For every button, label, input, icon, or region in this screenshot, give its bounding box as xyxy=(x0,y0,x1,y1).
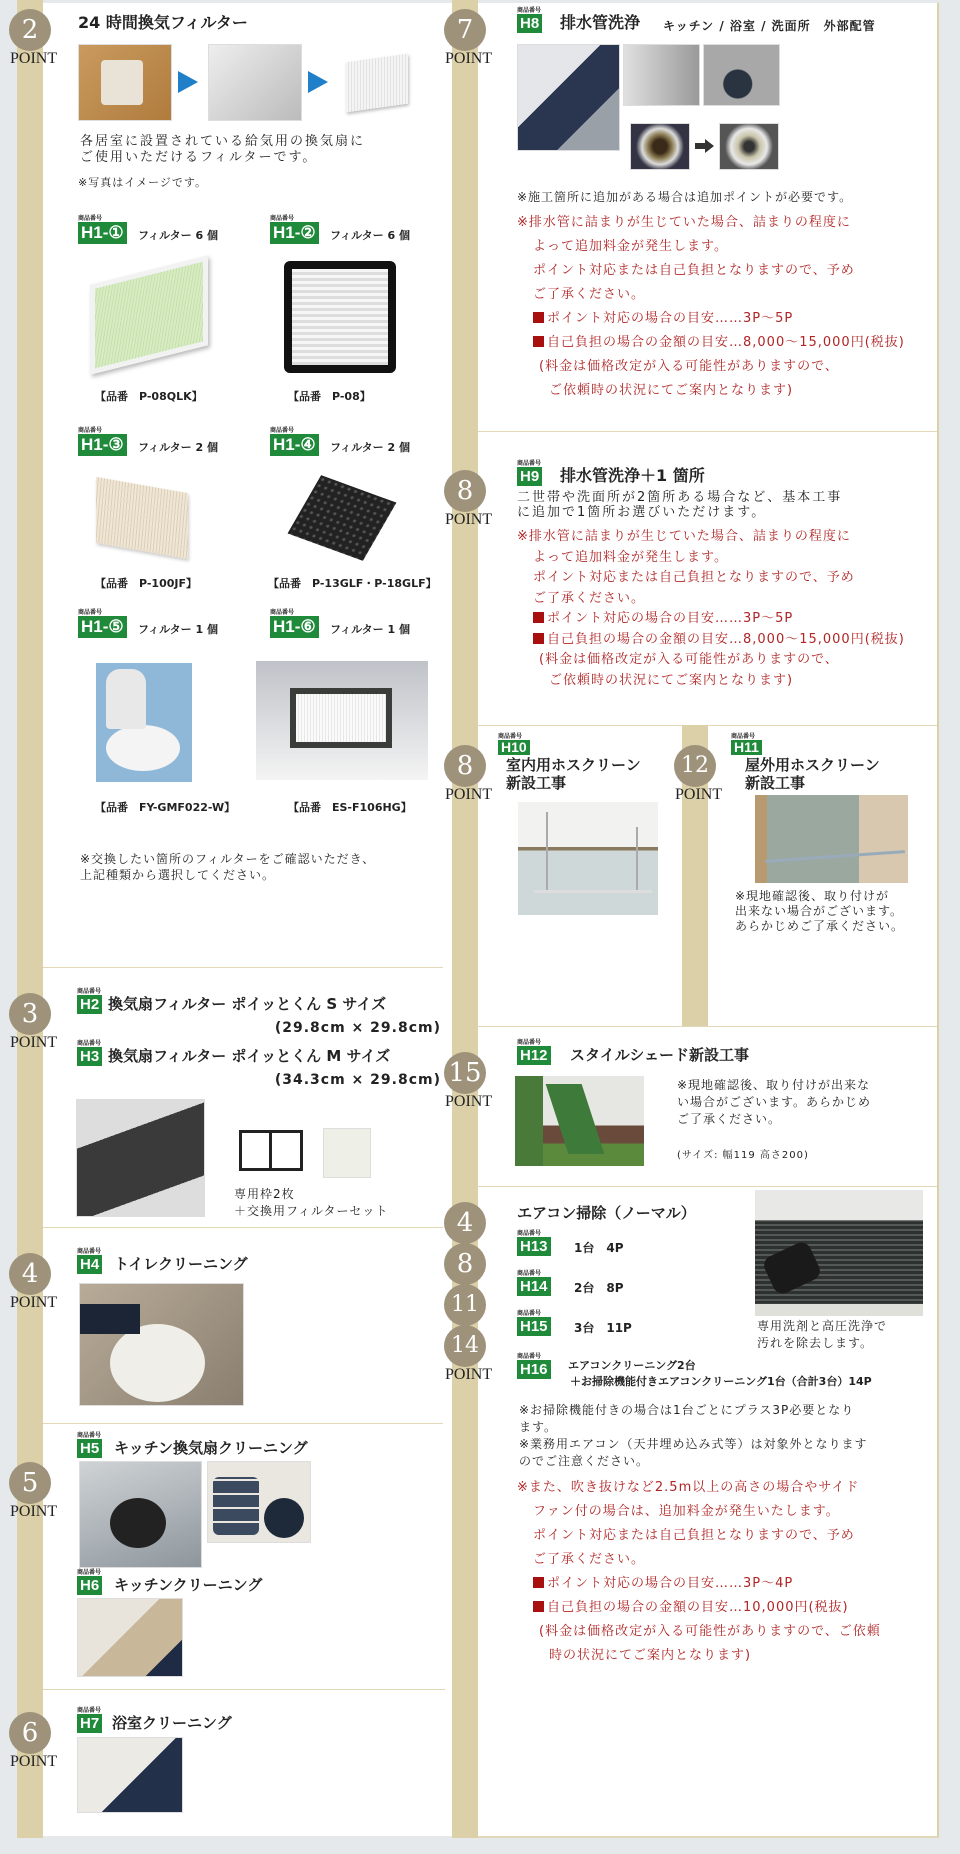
desc-line: 二世帯や洗面所が2箇所ある場合など、基本工事 xyxy=(517,490,843,505)
aircon-title: エアコン掃除（ノーマル） xyxy=(517,1204,696,1222)
point-circle: 2 xyxy=(9,9,51,51)
item-size: (34.3cm × 29.8cm) xyxy=(274,1072,441,1088)
square-bullet-icon xyxy=(533,1601,544,1612)
warning-line: ※排水管に詰まりが生じていた場合、詰まりの程度に xyxy=(517,529,851,544)
filter-frame-photo xyxy=(239,1130,303,1171)
product-no-label: 商品番号 xyxy=(517,1353,542,1360)
warning-text: 自己負担の場合の金額の目安…10,000円(税抜) xyxy=(547,1600,849,1615)
product-no-label: 商品番号 xyxy=(77,988,102,995)
caption-line: 汚れを除去します。 xyxy=(757,1336,874,1350)
drain-warning xyxy=(517,211,905,403)
note-line: 上記種類から選択してください。 xyxy=(80,868,276,882)
product-no-label: 商品番号 xyxy=(77,1248,102,1255)
warning-line: よって追加料金が発生します。 xyxy=(533,239,728,254)
warning-line xyxy=(517,1572,881,1596)
point-label: POINT xyxy=(445,1366,493,1383)
product-no-label: 商品番号 xyxy=(77,1707,102,1714)
aircon-price: 1台 4P xyxy=(574,1241,624,1255)
section-title: 24 時間換気フィルター xyxy=(78,13,248,32)
filter-photo xyxy=(346,54,408,113)
point-circle: 14 xyxy=(444,1325,486,1367)
combo-line: ＋お掃除機能付きエアコンクリーニング1台（合計3台）14P xyxy=(570,1375,872,1388)
product-badge: H10 xyxy=(498,740,530,755)
product-no-label: 商品番号 xyxy=(517,1039,542,1046)
product-no-label: 商品番号 xyxy=(498,733,523,740)
product-no-label: 商品番号 xyxy=(78,427,103,434)
middle-band xyxy=(452,0,478,1838)
combo-line: エアコンクリーニング2台 xyxy=(568,1359,696,1372)
item-title: 換気扇フィルター ポイッとくん S サイズ xyxy=(108,995,387,1013)
point-label: POINT xyxy=(675,786,723,803)
note-line: ※交換したい箇所のフィルターをご確認いただき、 xyxy=(80,852,376,866)
warning-text: ポイント対応の場合の目安……3P〜4P xyxy=(547,1576,794,1591)
section-desc xyxy=(80,134,365,166)
point-label: POINT xyxy=(10,1503,58,1520)
item-size: (29.8cm × 29.8cm) xyxy=(274,1020,441,1036)
item-label: フィルター 6 個 xyxy=(138,229,218,242)
product-no-label: 商品番号 xyxy=(270,215,295,222)
warning-line xyxy=(517,609,905,630)
warning-line: (料金は価格改定が入る可能性がありますので、 xyxy=(539,359,839,374)
indoor-hoscreen-photo xyxy=(518,802,658,915)
item-label: フィルター 1 個 xyxy=(138,623,218,636)
point-label: POINT xyxy=(445,786,493,803)
item-title: 排水管洗浄＋1 箇所 xyxy=(560,466,705,485)
product-no-label: 商品番号 xyxy=(77,1040,102,1047)
filter-p08-photo xyxy=(284,261,396,373)
item-title: キッチンクリーニング xyxy=(114,1576,263,1594)
divider xyxy=(43,967,443,968)
item-title xyxy=(745,756,880,792)
divider xyxy=(478,431,937,432)
title-line: 新設工事 xyxy=(506,774,567,792)
photo-note: ※写真はイメージです。 xyxy=(78,176,208,189)
divider xyxy=(478,1026,937,1027)
product-badge: H2 xyxy=(77,995,102,1014)
product-badge: H1-③ xyxy=(78,434,127,456)
note-line: ご了承ください。 xyxy=(677,1112,782,1126)
point-circle: 11 xyxy=(444,1284,486,1326)
point-circle: 8 xyxy=(444,470,486,512)
drain-cleaning-photo xyxy=(517,44,620,151)
warning-line: よって追加料金が発生します。 xyxy=(533,549,728,565)
note-line: あらかじめご了承ください。 xyxy=(735,919,905,933)
item-title xyxy=(506,756,641,792)
point-circle: 3 xyxy=(9,993,51,1035)
arrow-right-icon xyxy=(308,71,328,93)
product-no-label: 商品番号 xyxy=(517,1310,542,1317)
point-circle: 12 xyxy=(674,745,716,787)
section-desc xyxy=(517,490,842,520)
warning-line: ご了承ください。 xyxy=(533,1552,646,1567)
warning-line: ファン付の場合は、追加料金が発生いたします。 xyxy=(533,1504,840,1519)
warning-line: 時の状況にてご案内となります) xyxy=(549,1648,752,1663)
point-circle: 4 xyxy=(9,1253,51,1295)
style-shade-photo xyxy=(515,1076,644,1166)
product-no-label: 商品番号 xyxy=(77,1569,102,1576)
aircon-caption xyxy=(757,1318,887,1352)
part-number: 【品番 P-13GLF・P-18GLF】 xyxy=(268,577,437,590)
square-bullet-icon xyxy=(533,336,544,347)
item-label: フィルター 2 個 xyxy=(330,441,410,454)
point-circle: 8 xyxy=(444,745,486,787)
additional-point-note: ※施工箇所に追加がある場合は追加ポイントが必要です。 xyxy=(517,190,853,204)
bathroom-cleaning-photo xyxy=(77,1737,183,1813)
title-line: 室内用ホスクリーン xyxy=(506,756,641,774)
divider xyxy=(43,1423,443,1424)
point-label: POINT xyxy=(10,50,58,67)
point-label: POINT xyxy=(10,1753,58,1770)
hoscreen-note xyxy=(735,889,904,934)
product-no-label: 商品番号 xyxy=(270,609,295,616)
filter-set-caption xyxy=(234,1186,388,1220)
range-hood-photo xyxy=(76,1099,205,1217)
product-badge: H5 xyxy=(77,1439,102,1458)
warning-text: ポイント対応の場合の目安……3P〜5P xyxy=(547,311,794,326)
product-no-label: 商品番号 xyxy=(77,1432,102,1439)
toilet-cleaning-photo xyxy=(79,1283,244,1406)
product-badge: H1-⑥ xyxy=(270,616,319,638)
point-circle: 4 xyxy=(444,1202,486,1244)
product-no-label: 商品番号 xyxy=(78,215,103,222)
square-bullet-icon xyxy=(533,633,544,644)
shade-size: (サイズ: 幅119 高さ200) xyxy=(677,1150,809,1161)
note-line: ※現地確認後、取り付けが出来な xyxy=(677,1078,871,1092)
desc-line: 各居室に設置されている給気用の換気扇に xyxy=(80,134,366,149)
kitchen-fan-photo xyxy=(79,1461,202,1568)
sink-drain-photo xyxy=(623,44,700,106)
caption-line: 専用枠2枚 xyxy=(234,1187,295,1201)
product-badge: H1-② xyxy=(270,222,319,244)
item-subtitle: キッチン / 浴室 / 洗面所 外部配管 xyxy=(663,19,876,33)
warning-line xyxy=(517,1596,881,1620)
point-circle: 5 xyxy=(9,1462,51,1504)
fan-open-photo xyxy=(208,44,302,121)
warning-text: 自己負担の場合の金額の目安…8,000〜15,000円(税抜) xyxy=(547,631,905,647)
warning-line: ポイント対応または自己負担となりますので、予め xyxy=(533,570,855,585)
note-line: ※現地確認後、取り付けが xyxy=(735,889,890,903)
product-no-label: 商品番号 xyxy=(517,7,542,14)
point-label: POINT xyxy=(445,50,493,67)
point-label: POINT xyxy=(445,1093,493,1110)
product-badge: H3 xyxy=(77,1047,102,1066)
title-line: 新設工事 xyxy=(745,774,806,792)
product-badge: H6 xyxy=(77,1576,102,1595)
square-bullet-icon xyxy=(533,312,544,323)
point-label: POINT xyxy=(10,1294,58,1311)
item-title: 排水管洗浄 xyxy=(560,13,641,32)
product-badge: H1-④ xyxy=(270,434,319,456)
product-badge: H15 xyxy=(517,1317,551,1336)
divider xyxy=(43,1227,443,1228)
product-badge: H11 xyxy=(731,740,762,755)
warning-line: ご了承ください。 xyxy=(533,287,646,302)
desc-line: ご使用いただけるフィルターです。 xyxy=(80,150,318,165)
product-badge: H12 xyxy=(517,1046,551,1065)
pipe-after-photo xyxy=(719,123,779,170)
warning-line: ポイント対応または自己負担となりますので、予め xyxy=(533,1528,855,1543)
product-badge: H9 xyxy=(517,467,542,486)
product-no-label: 商品番号 xyxy=(270,427,295,434)
part-number: 【品番 ES-F106HG】 xyxy=(288,801,412,814)
product-badge: H16 xyxy=(517,1360,551,1379)
product-badge: H1-⑤ xyxy=(78,616,127,638)
aircon-combo xyxy=(568,1358,872,1390)
desc-line: に追加で1箇所お選びいただけます。 xyxy=(517,505,767,520)
item-label: フィルター 6 個 xyxy=(330,229,410,242)
pipe-before-photo xyxy=(630,123,690,170)
item-title: キッチン換気扇クリーニング xyxy=(114,1439,308,1457)
product-no-label: 商品番号 xyxy=(517,1270,542,1277)
note-line: ます。 xyxy=(519,1420,558,1434)
filter-esf106hg-photo xyxy=(256,661,428,780)
point-circle: 8 xyxy=(444,1243,486,1285)
warning-line: ※排水管に詰まりが生じていた場合、詰まりの程度に xyxy=(517,215,851,230)
ventilation-fan-photo xyxy=(78,44,172,121)
note-line: のでご注意ください。 xyxy=(519,1454,650,1468)
drain-warning xyxy=(517,527,905,691)
filter-pack-photo xyxy=(323,1128,371,1178)
warning-line: ※また、吹き抜けなど2.5m以上の高さの場合やサイド xyxy=(517,1480,860,1495)
outdoor-hoscreen-photo xyxy=(755,795,908,883)
point-label: POINT xyxy=(10,1034,58,1051)
warning-line: (料金は価格改定が入る可能性がありますので、 xyxy=(539,652,839,667)
warning-line: ポイント対応または自己負担となりますので、予め xyxy=(533,263,855,278)
arrow-right-icon xyxy=(178,71,198,93)
product-badge: H7 xyxy=(77,1714,102,1733)
warning-line: ご了承ください。 xyxy=(533,590,646,606)
product-badge: H14 xyxy=(517,1277,551,1296)
item-label: フィルター 1 個 xyxy=(330,623,410,636)
product-badge: H8 xyxy=(517,14,542,33)
product-no-label: 商品番号 xyxy=(517,1230,542,1237)
fan-parts-photo xyxy=(207,1461,311,1543)
warning-line xyxy=(517,630,905,651)
part-number: 【品番 P-08QLK】 xyxy=(95,390,203,403)
item-label: フィルター 2 個 xyxy=(138,441,218,454)
divider xyxy=(43,1689,445,1690)
point-circle: 15 xyxy=(444,1052,486,1094)
aircon-warning xyxy=(517,1476,881,1668)
caption-line: ＋交換用フィルターセット xyxy=(234,1204,389,1218)
warning-line xyxy=(517,331,905,355)
filter-fygmf022-photo xyxy=(96,663,192,782)
outdoor-drain-photo xyxy=(703,44,780,106)
arrow-right-icon xyxy=(695,139,714,153)
note-line: い場合がございます。あらかじめ xyxy=(677,1095,872,1109)
point-circle: 7 xyxy=(444,9,486,51)
point-label: POINT xyxy=(445,511,493,528)
warning-line: ご依頼時の状況にてご案内となります) xyxy=(549,383,794,398)
warning-line: (料金は価格改定が入る可能性がありますので、ご依頼 xyxy=(539,1624,881,1639)
point-circle: 6 xyxy=(9,1712,51,1754)
caption-line: 専用洗剤と高圧洗浄で xyxy=(757,1319,888,1333)
item-title: スタイルシェード新設工事 xyxy=(570,1046,750,1064)
warning-text: ポイント対応の場合の目安……3P〜5P xyxy=(547,611,794,626)
warning-line xyxy=(517,307,905,331)
square-bullet-icon xyxy=(533,612,544,623)
part-number: 【品番 FY-GMF022-W】 xyxy=(95,801,236,814)
divider xyxy=(478,1186,937,1187)
kitchen-cleaning-photo xyxy=(77,1598,183,1677)
product-badge: H13 xyxy=(517,1237,551,1256)
part-number: 【品番 P-100JF】 xyxy=(95,577,198,590)
product-no-label: 商品番号 xyxy=(78,609,103,616)
product-badge: H4 xyxy=(77,1255,102,1274)
product-badge: H1-① xyxy=(78,222,127,244)
aircon-price: 2台 8P xyxy=(574,1281,624,1295)
warning-text: 自己負担の場合の金額の目安…8,000〜15,000円(税抜) xyxy=(547,335,905,350)
item-title: 換気扇フィルター ポイッとくん M サイズ xyxy=(108,1047,391,1065)
product-no-label: 商品番号 xyxy=(731,733,756,740)
warning-line: ご依頼時の状況にてご案内となります) xyxy=(549,672,794,688)
note-line: ※業務用エアコン（天井埋め込み式等）は対象外となります xyxy=(519,1437,868,1451)
square-bullet-icon xyxy=(533,1577,544,1588)
left-band xyxy=(17,0,43,1838)
title-line: 屋外用ホスクリーン xyxy=(745,756,880,774)
shade-note xyxy=(677,1077,871,1128)
product-no-label: 商品番号 xyxy=(517,460,542,467)
item-title: 浴室クリーニング xyxy=(112,1714,232,1732)
selection-note xyxy=(80,851,375,883)
aircon-cleaning-photo xyxy=(755,1190,923,1316)
note-line: ※お掃除機能付きの場合は1台ごとにプラス3P必要となり xyxy=(519,1403,855,1417)
aircon-notes xyxy=(519,1402,867,1470)
part-number: 【品番 P-08】 xyxy=(288,390,371,403)
item-title: トイレクリーニング xyxy=(114,1255,248,1273)
note-line: 出来ない場合がございます。 xyxy=(735,904,904,918)
aircon-price: 3台 11P xyxy=(574,1321,632,1335)
